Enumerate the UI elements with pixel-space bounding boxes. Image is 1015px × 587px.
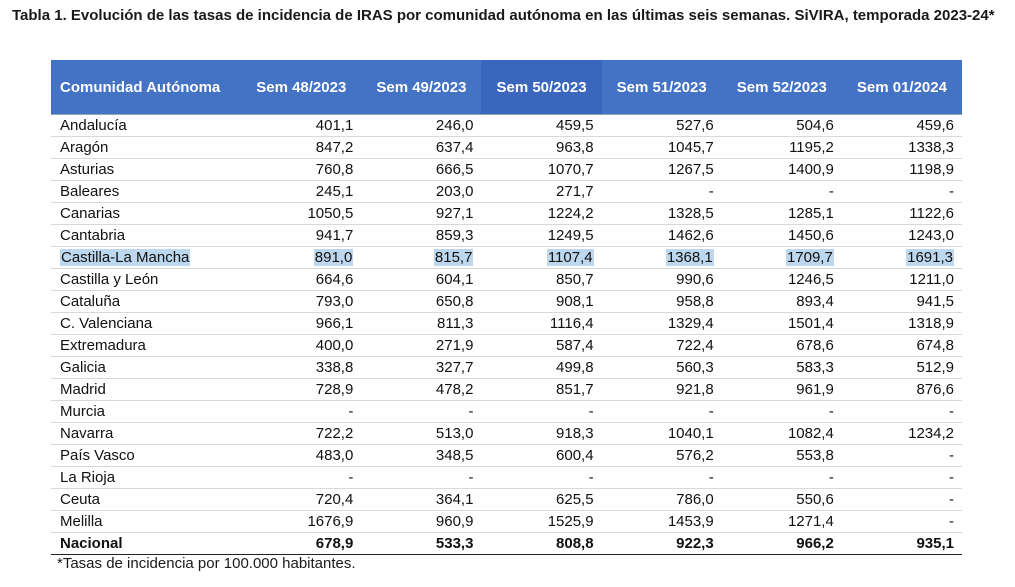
rate-cell: 1453,9 [602, 511, 722, 533]
rate-cell: - [361, 467, 481, 489]
rate-cell: 966,2 [722, 533, 842, 555]
rate-cell: 1318,9 [842, 313, 962, 335]
table-row [51, 467, 962, 489]
column-header-week: Sem 50/2023 [481, 60, 601, 115]
rate-cell: 722,4 [602, 335, 722, 357]
rate-cell: - [842, 445, 962, 467]
rate-cell: 760,8 [241, 159, 361, 181]
rate-cell: 850,7 [481, 269, 601, 291]
rate-cell: 1501,4 [722, 313, 842, 335]
community-name-cell: Cataluña [51, 291, 241, 313]
rate-cell: 893,4 [722, 291, 842, 313]
rate-cell: 941,5 [842, 291, 962, 313]
rate-cell: 364,1 [361, 489, 481, 511]
table-row [51, 489, 962, 511]
rate-cell: 527,6 [602, 115, 722, 137]
community-name-cell: C. Valenciana [51, 313, 241, 335]
community-name-cell: Cantabria [51, 225, 241, 247]
rate-cell: 637,4 [361, 137, 481, 159]
community-name-cell: Baleares [51, 181, 241, 203]
rate-cell: 664,6 [241, 269, 361, 291]
rate-cell: 1329,4 [602, 313, 722, 335]
community-name-cell: Navarra [51, 423, 241, 445]
table-row [51, 115, 962, 137]
table-row [51, 225, 962, 247]
incidence-table [51, 60, 962, 555]
rate-cell: 245,1 [241, 181, 361, 203]
rate-cell: 674,8 [842, 335, 962, 357]
table-row [51, 401, 962, 423]
rate-cell: 246,0 [361, 115, 481, 137]
rate-cell: 271,9 [361, 335, 481, 357]
rate-cell: 927,1 [361, 203, 481, 225]
column-header-week: Sem 52/2023 [722, 60, 842, 115]
community-name-cell: País Vasco [51, 445, 241, 467]
rate-cell: 478,2 [361, 379, 481, 401]
rate-cell: 1246,5 [722, 269, 842, 291]
rate-cell: 666,5 [361, 159, 481, 181]
rate-cell: 1198,9 [842, 159, 962, 181]
rate-cell: 499,8 [481, 357, 601, 379]
rate-cell: - [842, 401, 962, 423]
rate-cell: 1525,9 [481, 511, 601, 533]
rate-cell: 720,4 [241, 489, 361, 511]
rate-cell: 786,0 [602, 489, 722, 511]
table-header-row [51, 60, 962, 115]
table-row [51, 247, 962, 269]
rate-cell: 1224,2 [481, 203, 601, 225]
rate-cell: 587,4 [481, 335, 601, 357]
rate-cell: - [842, 467, 962, 489]
rate-cell: 400,0 [241, 335, 361, 357]
rate-cell: 483,0 [241, 445, 361, 467]
rate-cell: 348,5 [361, 445, 481, 467]
column-header-week: Sem 51/2023 [602, 60, 722, 115]
rate-cell: 1211,0 [842, 269, 962, 291]
table-row [51, 203, 962, 225]
community-name-cell: Andalucía [51, 115, 241, 137]
total-row [51, 533, 962, 555]
rate-cell: 958,8 [602, 291, 722, 313]
rate-cell: 650,8 [361, 291, 481, 313]
rate-cell: 908,1 [481, 291, 601, 313]
rate-cell [602, 247, 722, 269]
rate-cell: - [722, 467, 842, 489]
rate-cell: 271,7 [481, 181, 601, 203]
rate-cell: - [602, 181, 722, 203]
rate-cell: 513,0 [361, 423, 481, 445]
rate-cell: 1450,6 [722, 225, 842, 247]
rate-cell: 678,9 [241, 533, 361, 555]
rate-cell: 935,1 [842, 533, 962, 555]
table-row [51, 159, 962, 181]
rate-cell: 1271,4 [722, 511, 842, 533]
rate-cell: 459,6 [842, 115, 962, 137]
rate-cell: 966,1 [241, 313, 361, 335]
community-name-cell: Madrid [51, 379, 241, 401]
rate-cell: 1285,1 [722, 203, 842, 225]
table-row [51, 423, 962, 445]
rate-cell: 808,8 [481, 533, 601, 555]
community-name-cell: Galicia [51, 357, 241, 379]
rate-cell: 1040,1 [602, 423, 722, 445]
highlighted-text: Castilla-La Mancha [61, 249, 190, 266]
rate-cell: 963,8 [481, 137, 601, 159]
rate-cell: 678,6 [722, 335, 842, 357]
rate-cell: - [481, 467, 601, 489]
rate-cell: 327,7 [361, 357, 481, 379]
highlighted-text: 1107,4 [547, 249, 593, 266]
rate-cell: 722,2 [241, 423, 361, 445]
rate-cell: 1462,6 [602, 225, 722, 247]
highlighted-text: 815,7 [434, 249, 473, 266]
rate-cell: 560,3 [602, 357, 722, 379]
table-row [51, 445, 962, 467]
rate-cell: 401,1 [241, 115, 361, 137]
rate-cell: 728,9 [241, 379, 361, 401]
rate-cell: - [842, 511, 962, 533]
rate-cell: 576,2 [602, 445, 722, 467]
rate-cell: 990,6 [602, 269, 722, 291]
community-name-cell: Nacional [51, 533, 241, 555]
rate-cell: 811,3 [361, 313, 481, 335]
rate-cell: 1195,2 [722, 137, 842, 159]
table-row [51, 181, 962, 203]
rate-cell: 859,3 [361, 225, 481, 247]
community-name-cell: Melilla [51, 511, 241, 533]
rate-cell: - [241, 401, 361, 423]
table-row [51, 357, 962, 379]
rate-cell: 961,9 [722, 379, 842, 401]
rate-cell [241, 247, 361, 269]
table-row [51, 511, 962, 533]
rate-cell: - [722, 401, 842, 423]
rate-cell: 1116,4 [481, 313, 601, 335]
community-name-cell: Aragón [51, 137, 241, 159]
community-name-cell: Canarias [51, 203, 241, 225]
community-name-cell: Asturias [51, 159, 241, 181]
rate-cell: 918,3 [481, 423, 601, 445]
rate-cell: 847,2 [241, 137, 361, 159]
rate-cell: 851,7 [481, 379, 601, 401]
rate-cell: 1082,4 [722, 423, 842, 445]
rate-cell [361, 247, 481, 269]
column-header-week: Sem 01/2024 [842, 60, 962, 115]
table-row [51, 313, 962, 335]
community-name-cell: La Rioja [51, 467, 241, 489]
rate-cell: 338,8 [241, 357, 361, 379]
rate-cell: 1400,9 [722, 159, 842, 181]
rate-cell: - [241, 467, 361, 489]
table-title: Tabla 1. Evolución de las tasas de incidencia de IRAS por comunidad autónoma en las últimas seis semanas. SiVIRA, temporada 2023-24* [12, 7, 995, 24]
rate-cell: 1328,5 [602, 203, 722, 225]
rate-cell: 1045,7 [602, 137, 722, 159]
highlighted-text: 1709,7 [786, 249, 833, 266]
community-name-cell: Ceuta [51, 489, 241, 511]
rate-cell: 583,3 [722, 357, 842, 379]
community-name-cell [51, 247, 241, 269]
rate-cell: 876,6 [842, 379, 962, 401]
highlighted-text: 891,0 [314, 249, 353, 266]
highlighted-text: 1368,1 [666, 249, 713, 266]
column-header-community: Comunidad Autónoma [51, 60, 241, 115]
rate-cell: 1249,5 [481, 225, 601, 247]
rate-cell: 533,3 [361, 533, 481, 555]
column-header-week: Sem 49/2023 [361, 60, 481, 115]
table-row [51, 335, 962, 357]
rate-cell: - [722, 181, 842, 203]
rate-cell: - [842, 489, 962, 511]
rate-cell: - [481, 401, 601, 423]
rate-cell: 203,0 [361, 181, 481, 203]
rate-cell: 921,8 [602, 379, 722, 401]
table-row [51, 269, 962, 291]
rate-cell: 459,5 [481, 115, 601, 137]
rate-cell: - [602, 467, 722, 489]
highlighted-text: 1691,3 [907, 249, 953, 266]
rate-cell [842, 247, 962, 269]
rate-cell: 1338,3 [842, 137, 962, 159]
table-row [51, 379, 962, 401]
rate-cell: 1267,5 [602, 159, 722, 181]
rate-cell: - [361, 401, 481, 423]
rate-cell: 1243,0 [842, 225, 962, 247]
rate-cell: 1050,5 [241, 203, 361, 225]
community-name-cell: Murcia [51, 401, 241, 423]
rate-cell: 600,4 [481, 445, 601, 467]
rate-cell: 604,1 [361, 269, 481, 291]
column-header-week: Sem 48/2023 [241, 60, 361, 115]
rate-cell: - [842, 181, 962, 203]
rate-cell: 512,9 [842, 357, 962, 379]
table-row [51, 291, 962, 313]
rate-cell: 1676,9 [241, 511, 361, 533]
rate-cell: 793,0 [241, 291, 361, 313]
rate-cell: 553,8 [722, 445, 842, 467]
rate-cell: 625,5 [481, 489, 601, 511]
rate-cell: 922,3 [602, 533, 722, 555]
community-name-cell: Castilla y León [51, 269, 241, 291]
rate-cell: 550,6 [722, 489, 842, 511]
rate-cell: 1122,6 [842, 203, 962, 225]
rate-cell: 504,6 [722, 115, 842, 137]
community-name-cell: Extremadura [51, 335, 241, 357]
rate-cell: 941,7 [241, 225, 361, 247]
rate-cell: 1234,2 [842, 423, 962, 445]
rate-cell: 960,9 [361, 511, 481, 533]
table-row [51, 137, 962, 159]
rate-cell [481, 247, 601, 269]
rate-cell: 1070,7 [481, 159, 601, 181]
rate-cell: - [602, 401, 722, 423]
rate-cell [722, 247, 842, 269]
footnote: *Tasas de incidencia por 100.000 habitantes. [57, 555, 356, 572]
